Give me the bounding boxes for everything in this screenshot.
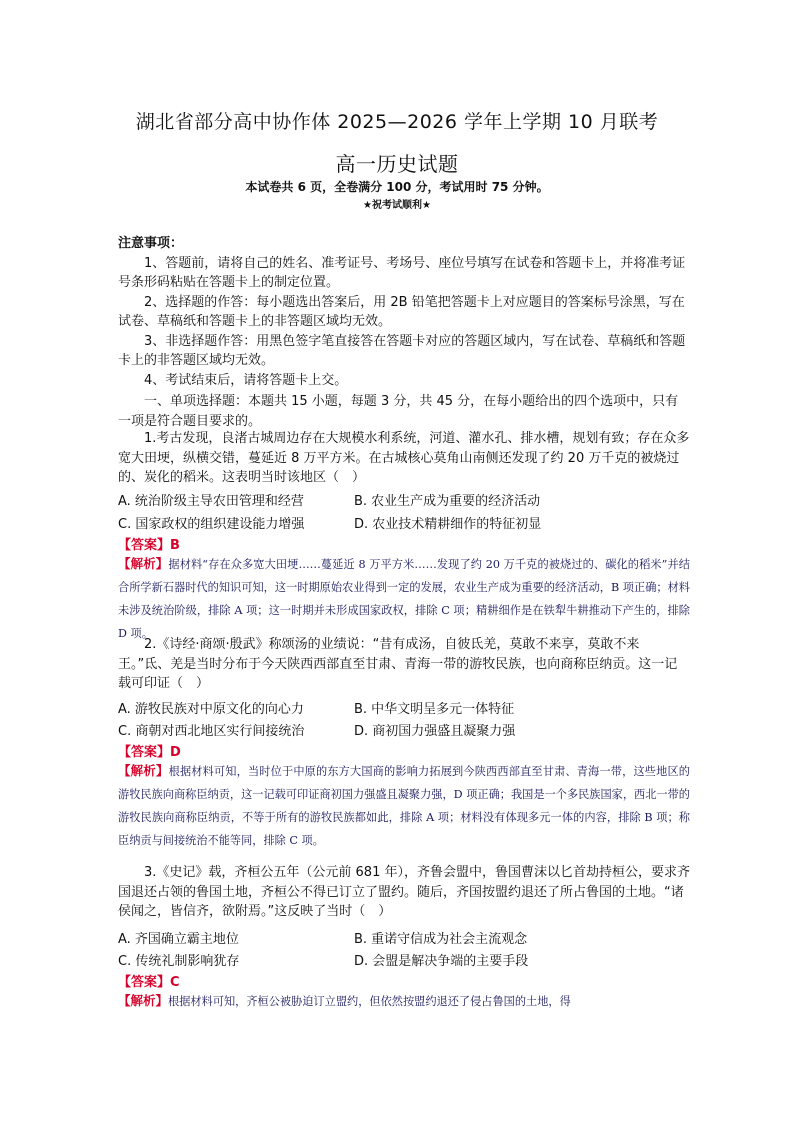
- option-b: B. 农业生产成为重要的经济活动: [354, 494, 541, 509]
- question-stem: [118, 635, 690, 694]
- explanation: [118, 989, 690, 1013]
- option-c: C. 商朝对西北地区实行间接统治: [118, 724, 305, 739]
- option-a: A. 齐国确立霸主地位: [118, 932, 239, 947]
- exam-title: 湖北省部分高中协作体 2025—2026 学年上学期 10 月联考: [135, 111, 659, 133]
- explain-text: 根据材料可知，当时位于中原的东方大国商的影响力拓展到今陕西西部直至甘肃、青海一带，这些地区的游牧民族向商称臣纳贡，这一记载可印证商初国力强盛且凝聚力强，D 项正确；我国是一个多民族国家，西北一带的游牧民族向商称臣纳贡，不等于所有的游牧民族都如此，排除 A 项；材料没有体现多元一体的内容，排除 B 项；称臣纳贡与间接统治不能等同，排除 C 项。: [118, 765, 690, 847]
- note-item: 2、选择题的作答：每小题选出答案后，用 2B 铅笔把答题卡上对应题目的答案标号涂黑，写在试卷、草稿纸和答题卡上的非答题区域均无效。: [118, 294, 685, 329]
- explain-text: 根据材料可知，齐桓公被胁迫订立盟约，但依然按盟约退还了侵占鲁国的土地，得: [168, 995, 571, 1008]
- option-d: D. 商初国力强盛且凝聚力强: [354, 724, 516, 739]
- explain-label: 【解析】: [118, 556, 169, 571]
- answer-label: 【答案】: [118, 745, 171, 760]
- explain-label: 【解析】: [118, 763, 169, 778]
- answer-value: C: [170, 975, 180, 990]
- note-item: 1、答题前，请将自己的姓名、准考证号、考场号、座位号填写在试卷和答题卡上，并将准考证号条形码粘贴在答题卡上的制定位置。: [118, 255, 686, 290]
- option-c: C. 国家政权的组织建设能力增强: [118, 517, 305, 532]
- exam-wish: ★祝考试顺利★: [363, 200, 431, 211]
- option-b: B. 重诺守信成为社会主流观念: [354, 932, 528, 947]
- option-b: B. 中华文明呈多元一体特征: [354, 702, 515, 717]
- answer-line: [118, 534, 180, 553]
- question-3-stem: 3.《史记》载，齐桓公五年（公元前 681 年），齐鲁会盟中，鲁国曹沫以匕首劫持桓公，要求齐国退还占领的鲁国土地，齐桓公不得已订立了盟约。随后，齐国按盟约退还了所占鲁国的土地。“诸侯闻之，皆信齐，欲附焉。”这反映了当时（ ）: [118, 865, 690, 919]
- option-c: C. 传统礼制影响犹存: [118, 954, 240, 969]
- section-heading: 一、单项选择题：本题共 15 小题，每题 3 分，共 45 分，在每小题给出的四个选项中，只有一项是符合题目要求的。: [118, 394, 679, 429]
- answer-line: [118, 741, 181, 760]
- question-stem: [118, 863, 690, 922]
- notes-block: [118, 234, 690, 431]
- answer-value: D: [170, 745, 181, 760]
- exam-subject: 高一历史试题: [335, 152, 459, 176]
- option-a: A. 统治阶级主导农田管理和经营: [118, 494, 304, 509]
- option-a: A. 游牧民族对中原文化的向心力: [118, 702, 304, 717]
- option-d: D. 农业技术精耕细作的特征初显: [354, 517, 542, 532]
- exam-info: 本试卷共 6 页，全卷满分 100 分，考试用时 75 分钟。: [245, 180, 549, 194]
- note-item: 4、考试结束后，请将答题卡上交。: [144, 372, 348, 388]
- option-d: D. 会盟是解决争端的主要手段: [354, 954, 529, 969]
- explanation: [118, 759, 690, 852]
- answer-value: B: [170, 538, 180, 553]
- explain-text: 据材料“存在众多宽大田埂……蔓延近 8 万平方米……发现了约 20 万千克的被烧过的、碳化的稻米”并结合所学新石器时代的知识可知，这一时期原始农业得到一定的发展，农业生产成为重要的经济活动，B 项正确；材料未涉及统治阶级，排除 A 项；这一时期并未形成国家政权，排除 C 项；精耕细作是在铁犁牛耕推动下产生的，排除 D 项。: [118, 558, 690, 640]
- question-stem: [118, 429, 690, 488]
- notes-heading: 注意事项：: [118, 236, 184, 251]
- answer-label: 【答案】: [118, 975, 171, 990]
- question-1-stem: 1.考古发现，良渚古城周边存在大规模水利系统，河道、灌水孔、排水槽，规划有致；存在众多宽大田埂，纵横交错，蔓延近 8 万平方米。在古城核心莫角山南侧还发现了约 20 万千克的被烧过的、炭化的稻米。这表明当时该地区（ ）: [118, 431, 690, 485]
- explanation: [118, 552, 690, 645]
- note-item: 3、非选择题作答：用黑色签字笔直接答在答题卡对应的答题区域内，写在试卷、草稿纸和答题卡上的非答题区域均无效。: [118, 333, 686, 368]
- question-2-stem: 2.《诗经·商颂·殷武》称颂汤的业绩说：“昔有成汤，自彼氐羌，莫敢不来享，莫敢不来王。”氐、羌是当时分布于今天陕西西部直至甘肃、青海一带的游牧民族，也向商称臣纳贡。这一记载可印证（ ）: [118, 637, 678, 691]
- explain-label: 【解析】: [118, 993, 169, 1008]
- answer-label: 【答案】: [118, 538, 171, 553]
- answer-line: [118, 971, 180, 990]
